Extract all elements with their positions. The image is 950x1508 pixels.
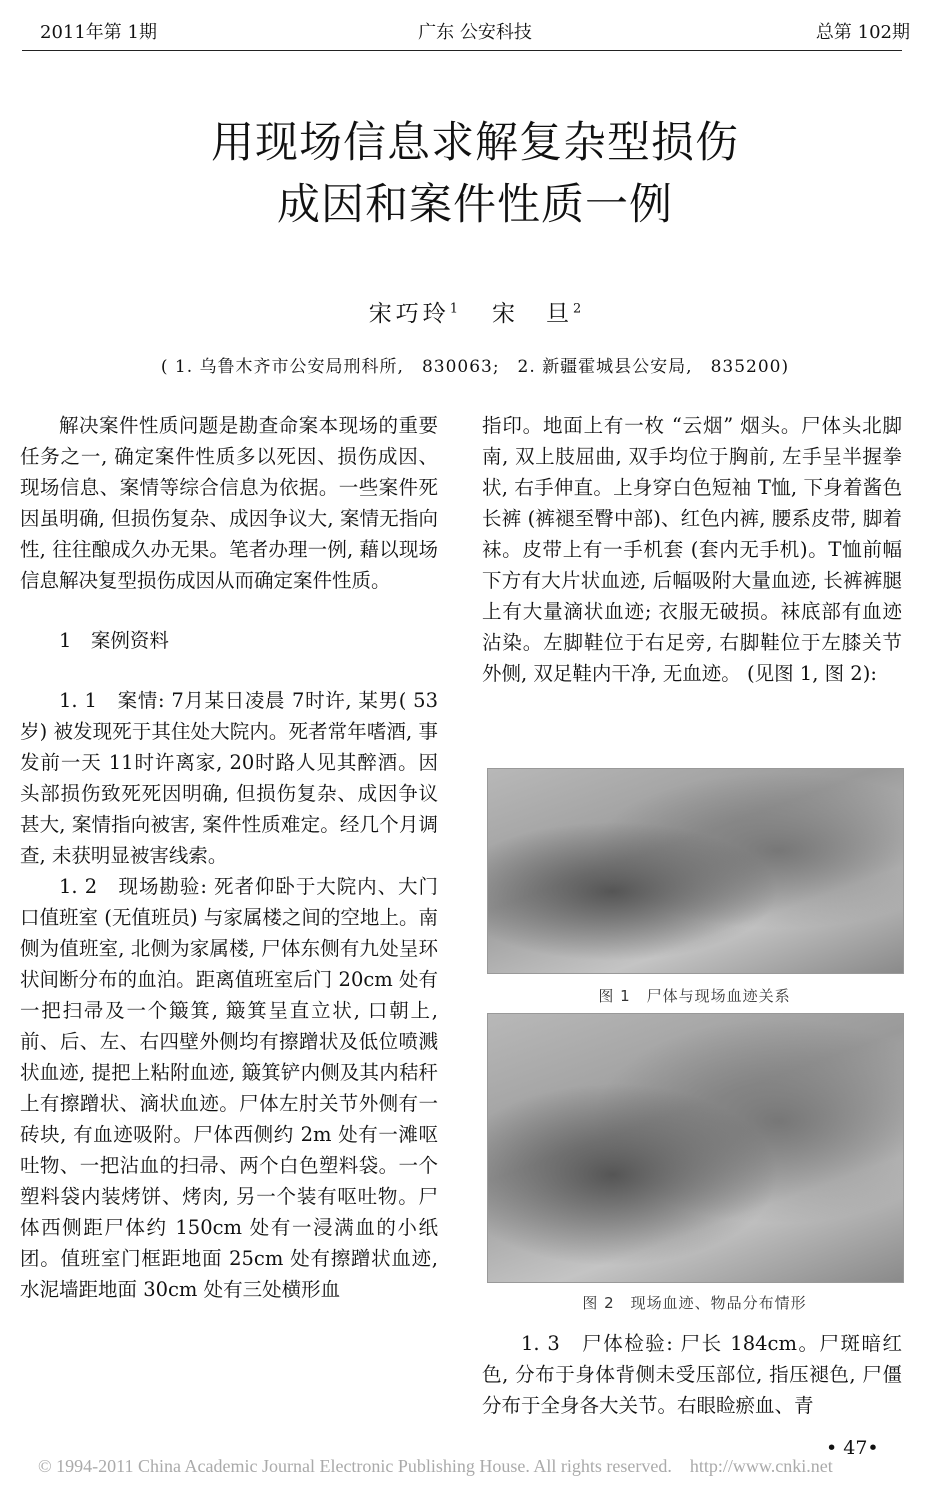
paragraph-1-3: 1. 3 尸体检验: 尸长 184cm。尸斑暗红色, 分布于身体背侧未受压部位, 指压褪色, 尸僵分布于全身各大关节。右眼睑瘀血、青 [482, 1332, 902, 1417]
section-heading: 1 案例资料 [59, 629, 169, 652]
copyright-footer: © 1994-2011 China Academic Journal Electronic Publishing House. All rights reserved. http://www.cnki.net [38, 1456, 833, 1476]
author-1-sup: 1 [449, 301, 459, 317]
header-journal: 广东 公安科技 [418, 22, 532, 43]
header-issue: 2011年第 1期 [40, 22, 157, 43]
authors [0, 295, 950, 328]
author-2-sup: 2 [572, 301, 582, 317]
figure-1-caption: 图 1 尸体与现场血迹关系 [598, 987, 791, 1005]
paragraph-continued: 指印。地面上有一枚 “云烟” 烟头。尸体头北脚南, 双上肢屈曲, 双手均位于胸前, 左手呈半握拳状, 右手伸直。上身穿白色短袖 T恤, 下身着酱色长裤 (裤褪至臀中部)、红色内裤, 腰系皮带, 脚着袜。皮带上有一手机套 (套内无手机)。T恤前幅下方有大片状血迹, 后幅吸附大量血迹, 长裤裤腿上有大量滴状血迹; 衣服无破损。袜底部有血迹沾染。左脚鞋位于右足旁, 右脚鞋位于左膝关节外侧, 双足鞋内干净, 无血迹。 (见图 1, 图 2): [482, 414, 902, 685]
paragraph-1-1: 1. 1 案情: 7月某日凌晨 7时许, 某男( 53岁) 被发现死于其住处大院内。死者常年嗜酒, 事发前一天 11时许离家, 20时路人见其醉酒。因头部损伤致死死因明确, 但损伤复杂、成因争议甚大, 案情指向被害, 案件性质难定。经几个月调查, 未获明显被害线索。 [20, 689, 438, 867]
article-title [0, 112, 950, 236]
author-1: 宋巧玲 [368, 301, 450, 327]
page-number: • 47• [826, 1437, 879, 1459]
left-column [20, 410, 438, 1305]
figure-2-photo [487, 1013, 904, 1283]
header-total-issue: 总第 102期 [815, 22, 910, 43]
right-column-lower [482, 1328, 902, 1421]
paragraph-1-2: 1. 2 现场勘验: 死者仰卧于大院内、大门口值班室 (无值班员) 与家属楼之间的空地上。南侧为值班室, 北侧为家属楼, 尸体东侧有九处呈环状间断分布的血泊。距离值班室后门 20cm 处有一把扫帚及一个簸箕, 簸箕呈直立状, 口朝上, 前、后、左、右四壁外侧均有擦蹭状及低位喷溅状血迹, 提把上粘附血迹, 簸箕铲内侧及其内秸秆上有擦蹭状、滴状血迹。尸体左肘关节外侧有一砖块, 有血迹吸附。尸体西侧约 2m 处有一滩呕吐物、一把沾血的扫帚、两个白色塑料袋。一个塑料袋内装烤饼、烤肉, 另一个装有呕吐物。尸体西侧距尸体约 150cm 处有一浸满血的小纸团。值班室门框距地面 25cm 处有擦蹭状血迹, 水泥墙距地面 30cm 处有三处横形血 [20, 875, 438, 1301]
title-line-2: 成因和案件性质一例 [277, 180, 673, 230]
right-column [482, 410, 902, 689]
intro-paragraph: 解决案件性质问题是勘查命案本现场的重要任务之一, 确定案件性质多以死因、损伤成因、现场信息、案情等综合信息为依据。一些案件死因虽明确, 但损伤复杂、成因争议大, 案情无指向性, 往往酿成久办无果。笔者办理一例, 藉以现场信息解决复型损伤成因从而确定案件性质。 [20, 414, 438, 592]
author-2: 宋 旦 [491, 301, 573, 327]
figure-1-photo [487, 768, 904, 974]
header-rule [22, 50, 902, 51]
running-header [40, 18, 910, 44]
title-line-1: 用现场信息求解复杂型损伤 [211, 118, 739, 168]
figure-2-caption: 图 2 现场血迹、物品分布情形 [582, 1294, 807, 1312]
affiliation: ( 1. 乌鲁木齐市公安局刑科所, 830063; 2. 新疆霍城县公安局, 835200) [160, 357, 790, 377]
